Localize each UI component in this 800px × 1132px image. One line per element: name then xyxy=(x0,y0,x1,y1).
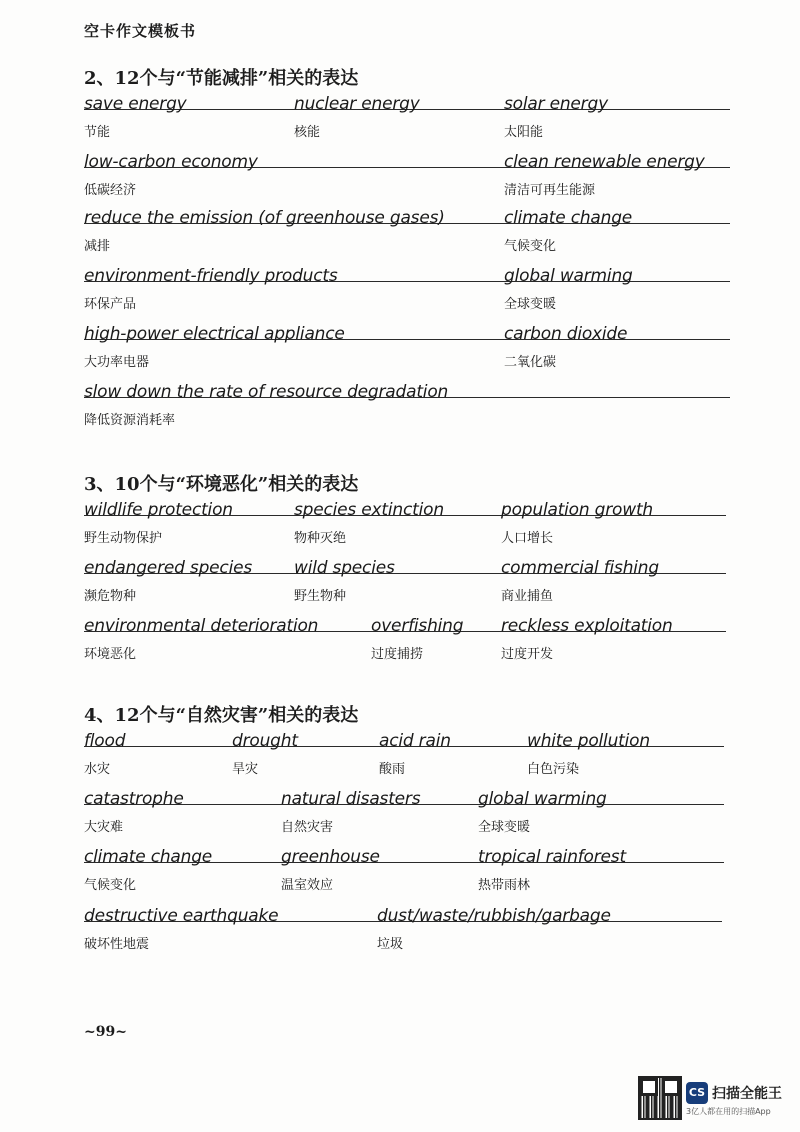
term-zh: 全球变暖 xyxy=(478,820,531,835)
term-zh: 野生物种 xyxy=(294,589,347,604)
term-en: global warming xyxy=(504,266,633,286)
term-zh: 水灾 xyxy=(84,762,111,777)
section-title-energy: 2、12个与“节能减排”相关的表达 xyxy=(84,68,359,89)
term-en: overfishing xyxy=(371,616,464,636)
term-en: slow down the rate of resource degradation xyxy=(84,382,449,402)
term-zh: 核能 xyxy=(294,125,321,140)
term-en: global warming xyxy=(478,789,607,809)
vocab-row xyxy=(0,266,800,318)
term-zh: 酸雨 xyxy=(379,762,406,777)
term-en: wild species xyxy=(294,558,395,578)
camscanner-logo-icon: CS xyxy=(686,1082,708,1104)
section-title-environment: 3、10个与“环境恶化”相关的表达 xyxy=(84,474,359,495)
vocab-row xyxy=(0,731,800,783)
term-en: commercial fishing xyxy=(501,558,659,578)
term-zh: 降低资源消耗率 xyxy=(84,413,176,428)
term-zh: 过度捕捞 xyxy=(371,647,424,662)
vocab-row xyxy=(0,208,800,260)
term-zh: 大功率电器 xyxy=(84,355,150,370)
vocab-row xyxy=(0,152,800,204)
term-en: environment-friendly products xyxy=(84,266,338,286)
vocab-row xyxy=(0,94,800,146)
vocab-row xyxy=(0,789,800,841)
vocab-row xyxy=(0,847,800,899)
term-en: tropical rainforest xyxy=(478,847,626,867)
scanner-watermark xyxy=(640,1078,790,1122)
vocab-row xyxy=(0,382,800,434)
term-en: destructive earthquake xyxy=(84,906,279,926)
term-zh: 野生动物保护 xyxy=(84,531,163,546)
vocab-row xyxy=(0,616,800,668)
term-zh: 物种灭绝 xyxy=(294,531,347,546)
term-zh: 过度开发 xyxy=(501,647,554,662)
term-zh: 人口增长 xyxy=(501,531,554,546)
term-zh: 温室效应 xyxy=(281,878,334,893)
term-en: white pollution xyxy=(527,731,650,751)
term-en: population growth xyxy=(501,500,653,520)
term-en: solar energy xyxy=(504,94,608,114)
term-zh: 清洁可再生能源 xyxy=(504,183,596,198)
term-zh: 减排 xyxy=(84,239,111,254)
term-zh: 商业捕鱼 xyxy=(501,589,554,604)
term-en: climate change xyxy=(84,847,213,867)
term-zh: 环境恶化 xyxy=(84,647,137,662)
term-zh: 气候变化 xyxy=(84,878,137,893)
term-en: clean renewable energy xyxy=(504,152,705,172)
term-en: save energy xyxy=(84,94,187,114)
term-en: species extinction xyxy=(294,500,444,520)
term-en: endangered species xyxy=(84,558,253,578)
term-en: high-power electrical appliance xyxy=(84,324,345,344)
term-en: natural disasters xyxy=(281,789,421,809)
page-number: ~99~ xyxy=(84,1024,127,1040)
term-en: reckless exploitation xyxy=(501,616,673,636)
term-zh: 垃圾 xyxy=(377,937,404,952)
vocab-row xyxy=(0,500,800,552)
term-en: flood xyxy=(84,731,126,751)
term-en: drought xyxy=(232,731,298,751)
watermark-slogan: 3亿人都在用的扫描App xyxy=(686,1107,771,1116)
term-zh: 太阳能 xyxy=(504,125,544,140)
term-zh: 二氧化碳 xyxy=(504,355,557,370)
term-zh: 自然灾害 xyxy=(281,820,334,835)
term-zh: 节能 xyxy=(84,125,111,140)
qr-code-icon xyxy=(640,1078,680,1118)
term-zh: 濒危物种 xyxy=(84,589,137,604)
term-en: low-carbon economy xyxy=(84,152,258,172)
watermark-app-name: 扫描全能王 xyxy=(712,1086,782,1102)
term-en: reduce the emission (of greenhouse gases) xyxy=(84,208,445,228)
term-en: dust/waste/rubbish/garbage xyxy=(377,906,611,926)
vocab-row xyxy=(0,906,800,958)
vocab-row xyxy=(0,558,800,610)
term-en: environmental deterioration xyxy=(84,616,319,636)
term-zh: 环保产品 xyxy=(84,297,137,312)
term-en: acid rain xyxy=(379,731,451,751)
term-zh: 热带雨林 xyxy=(478,878,531,893)
term-zh: 低碳经济 xyxy=(84,183,137,198)
term-en: nuclear energy xyxy=(294,94,420,114)
vocab-row xyxy=(0,324,800,376)
term-zh: 白色污染 xyxy=(527,762,580,777)
term-en: wildlife protection xyxy=(84,500,233,520)
term-en: climate change xyxy=(504,208,633,228)
term-zh: 旱灾 xyxy=(232,762,259,777)
term-zh: 破坏性地震 xyxy=(84,937,150,952)
term-en: catastrophe xyxy=(84,789,184,809)
term-zh: 全球变暖 xyxy=(504,297,557,312)
term-zh: 气候变化 xyxy=(504,239,557,254)
book-title: 空卡作文模板书 xyxy=(84,22,197,40)
term-en: carbon dioxide xyxy=(504,324,628,344)
section-title-disasters: 4、12个与“自然灾害”相关的表达 xyxy=(84,705,359,726)
term-zh: 大灾难 xyxy=(84,820,124,835)
term-en: greenhouse xyxy=(281,847,380,867)
